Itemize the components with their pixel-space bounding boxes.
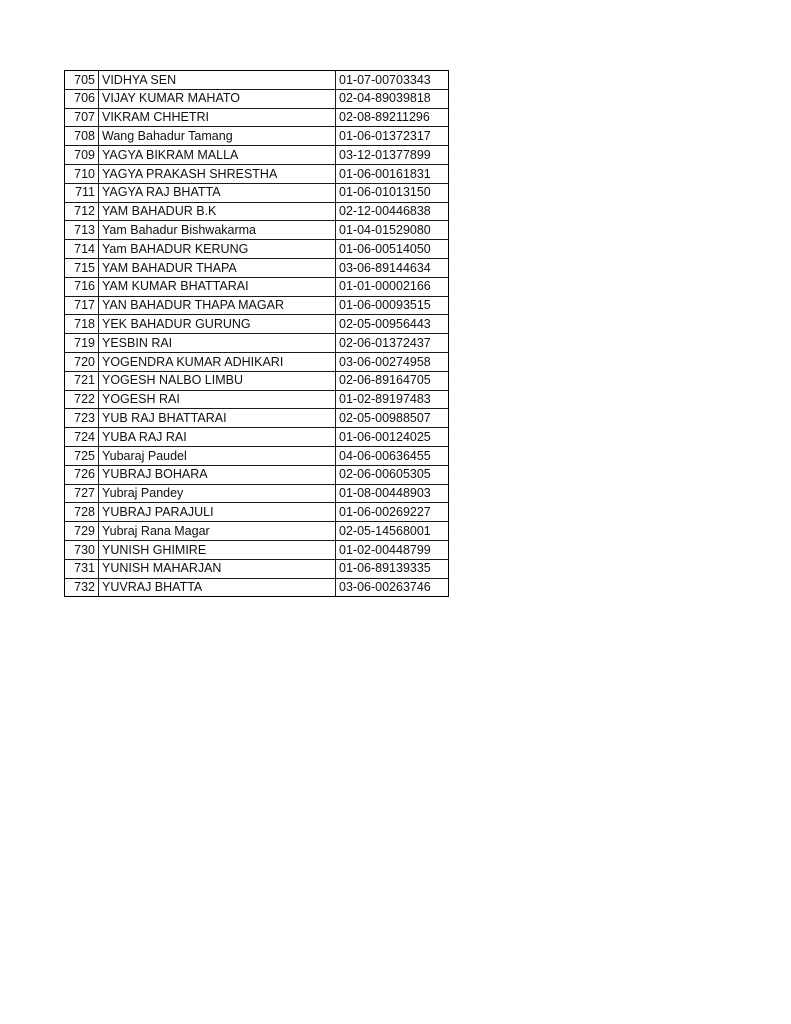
name-cell: Yam BAHADUR KERUNG (99, 240, 336, 259)
table-row (65, 277, 449, 296)
id-number-cell: 01-06-00161831 (336, 164, 449, 183)
name-cell: YAM BAHADUR THAPA (99, 258, 336, 277)
name-cell: YUVRAJ BHATTA (99, 578, 336, 597)
table-row (65, 202, 449, 221)
table-row (65, 428, 449, 447)
name-cell: YAGYA RAJ BHATTA (99, 183, 336, 202)
serial-number-cell: 715 (65, 258, 99, 277)
serial-number-cell: 724 (65, 428, 99, 447)
serial-number-cell: 706 (65, 89, 99, 108)
id-number-cell: 01-02-89197483 (336, 390, 449, 409)
name-cell: VIKRAM CHHETRI (99, 108, 336, 127)
id-number-cell: 01-04-01529080 (336, 221, 449, 240)
id-number-cell: 03-06-00263746 (336, 578, 449, 597)
serial-number-cell: 728 (65, 503, 99, 522)
id-number-cell: 02-12-00446838 (336, 202, 449, 221)
table-row (65, 258, 449, 277)
name-cell: YAM BAHADUR B.K (99, 202, 336, 221)
table-row (65, 503, 449, 522)
table-row (65, 146, 449, 165)
serial-number-cell: 732 (65, 578, 99, 597)
serial-number-cell: 730 (65, 540, 99, 559)
table-row (65, 390, 449, 409)
serial-number-cell: 710 (65, 164, 99, 183)
serial-number-cell: 711 (65, 183, 99, 202)
id-number-cell: 01-06-00269227 (336, 503, 449, 522)
serial-number-cell: 726 (65, 465, 99, 484)
name-cell: YUNISH GHIMIRE (99, 540, 336, 559)
name-cell: YAGYA BIKRAM MALLA (99, 146, 336, 165)
id-number-cell: 01-08-00448903 (336, 484, 449, 503)
serial-number-cell: 716 (65, 277, 99, 296)
id-number-cell: 03-12-01377899 (336, 146, 449, 165)
id-number-cell: 01-07-00703343 (336, 71, 449, 90)
name-cell: Wang Bahadur Tamang (99, 127, 336, 146)
table-row (65, 371, 449, 390)
id-number-cell: 04-06-00636455 (336, 446, 449, 465)
serial-number-cell: 719 (65, 334, 99, 353)
table-row (65, 127, 449, 146)
name-cell: VIDHYA SEN (99, 71, 336, 90)
name-cell: Yubaraj Paudel (99, 446, 336, 465)
id-number-cell: 02-05-00956443 (336, 315, 449, 334)
id-number-cell: 01-06-00514050 (336, 240, 449, 259)
name-cell: YUBRAJ PARAJULI (99, 503, 336, 522)
name-cell: YAGYA PRAKASH SHRESTHA (99, 164, 336, 183)
name-cell: YUBA RAJ RAI (99, 428, 336, 447)
table-row (65, 334, 449, 353)
id-number-cell: 01-06-01013150 (336, 183, 449, 202)
serial-number-cell: 708 (65, 127, 99, 146)
serial-number-cell: 707 (65, 108, 99, 127)
table-row (65, 352, 449, 371)
serial-number-cell: 718 (65, 315, 99, 334)
id-number-cell: 01-02-00448799 (336, 540, 449, 559)
table-row (65, 446, 449, 465)
name-cell: YOGESH NALBO LIMBU (99, 371, 336, 390)
serial-number-cell: 727 (65, 484, 99, 503)
id-number-cell: 02-06-00605305 (336, 465, 449, 484)
name-cell: Yubraj Pandey (99, 484, 336, 503)
name-cell: YUBRAJ BOHARA (99, 465, 336, 484)
name-cell: Yubraj Rana Magar (99, 522, 336, 541)
name-cell: YEK BAHADUR GURUNG (99, 315, 336, 334)
serial-number-cell: 713 (65, 221, 99, 240)
table-row (65, 71, 449, 90)
serial-number-cell: 709 (65, 146, 99, 165)
records-table (64, 70, 449, 597)
name-cell: YUNISH MAHARJAN (99, 559, 336, 578)
table-row (65, 89, 449, 108)
id-number-cell: 02-05-14568001 (336, 522, 449, 541)
serial-number-cell: 722 (65, 390, 99, 409)
id-number-cell: 03-06-00274958 (336, 352, 449, 371)
records-table-body (65, 71, 449, 597)
table-row (65, 522, 449, 541)
id-number-cell: 01-06-00124025 (336, 428, 449, 447)
id-number-cell: 02-05-00988507 (336, 409, 449, 428)
id-number-cell: 02-08-89211296 (336, 108, 449, 127)
serial-number-cell: 731 (65, 559, 99, 578)
id-number-cell: 02-06-89164705 (336, 371, 449, 390)
name-cell: YESBIN RAI (99, 334, 336, 353)
table-row (65, 540, 449, 559)
id-number-cell: 01-06-00093515 (336, 296, 449, 315)
table-row (65, 183, 449, 202)
serial-number-cell: 705 (65, 71, 99, 90)
id-number-cell: 03-06-89144634 (336, 258, 449, 277)
name-cell: YOGESH RAI (99, 390, 336, 409)
serial-number-cell: 717 (65, 296, 99, 315)
name-cell: YOGENDRA KUMAR ADHIKARI (99, 352, 336, 371)
name-cell: YUB RAJ BHATTARAI (99, 409, 336, 428)
table-row (65, 221, 449, 240)
table-row (65, 559, 449, 578)
id-number-cell: 01-06-01372317 (336, 127, 449, 146)
table-row (65, 296, 449, 315)
table-row (65, 465, 449, 484)
id-number-cell: 02-04-89039818 (336, 89, 449, 108)
table-row (65, 578, 449, 597)
name-cell: VIJAY KUMAR MAHATO (99, 89, 336, 108)
serial-number-cell: 725 (65, 446, 99, 465)
table-row (65, 484, 449, 503)
table-row (65, 240, 449, 259)
name-cell: YAM KUMAR BHATTARAI (99, 277, 336, 296)
serial-number-cell: 729 (65, 522, 99, 541)
id-number-cell: 01-01-00002166 (336, 277, 449, 296)
table-row (65, 164, 449, 183)
serial-number-cell: 721 (65, 371, 99, 390)
table-row (65, 409, 449, 428)
id-number-cell: 01-06-89139335 (336, 559, 449, 578)
id-number-cell: 02-06-01372437 (336, 334, 449, 353)
name-cell: YAN BAHADUR THAPA MAGAR (99, 296, 336, 315)
serial-number-cell: 714 (65, 240, 99, 259)
serial-number-cell: 723 (65, 409, 99, 428)
table-row (65, 315, 449, 334)
serial-number-cell: 712 (65, 202, 99, 221)
serial-number-cell: 720 (65, 352, 99, 371)
table-row (65, 108, 449, 127)
name-cell: Yam Bahadur Bishwakarma (99, 221, 336, 240)
